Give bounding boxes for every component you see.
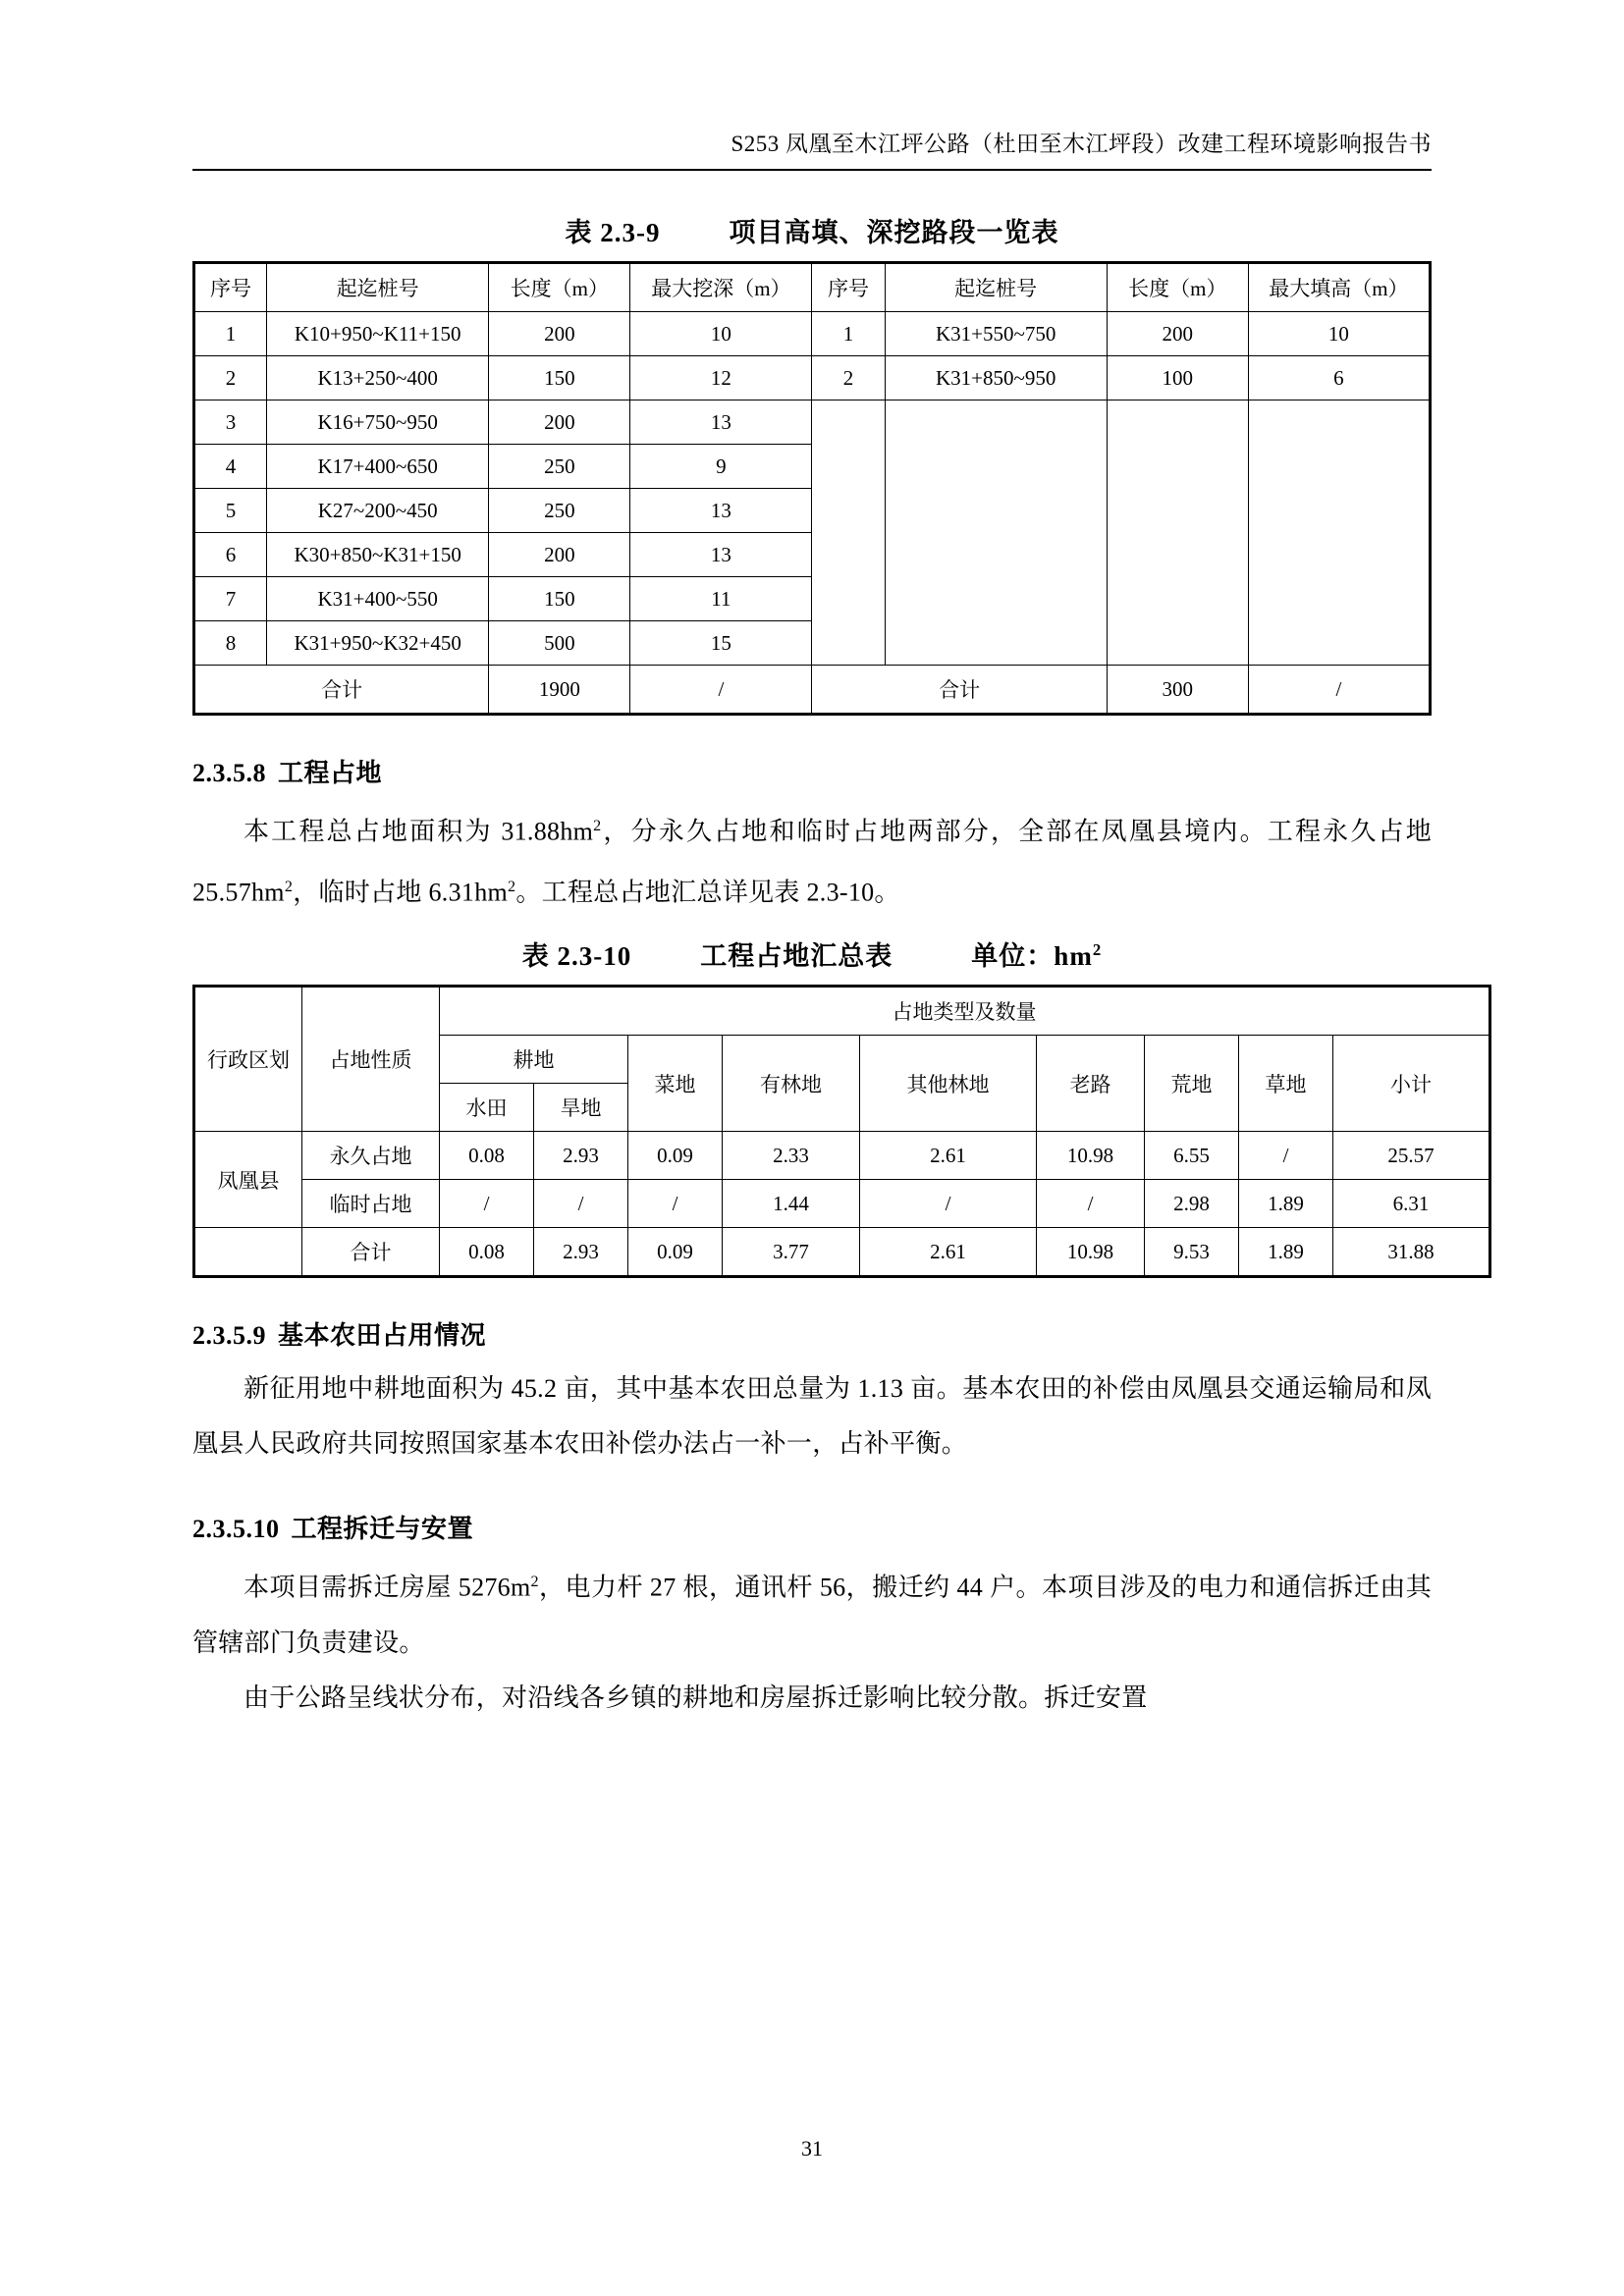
- cell: 200: [489, 312, 630, 356]
- total-height-right: /: [1248, 666, 1430, 715]
- column-header-nature: 占地性质: [302, 987, 440, 1132]
- table-row: [194, 1132, 1490, 1180]
- paragraph-2-3-5-9: 新征用地中耕地面积为 45.2 亩，其中基本农田总量为 1.13 亩。基本农田的补偿由凤凰县交通运输局和凤凰县人民政府共同按照国家基本农田补偿办法占一补一，占补平衡。: [192, 1374, 1432, 1459]
- cell: 2.98: [1145, 1180, 1239, 1228]
- section-title: 工程占地: [278, 759, 383, 787]
- page-number: 31: [801, 2136, 823, 2161]
- column-header-group: 占地类型及数量: [440, 987, 1490, 1036]
- column-header-other-forest: 其他林地: [860, 1036, 1037, 1132]
- column-header: 最大填高（m）: [1248, 263, 1430, 312]
- column-header-subtotal: 小计: [1333, 1036, 1490, 1132]
- paragraph-part: ，电力杆 27 根，通讯杆 56，搬迁约 44 户。本项目涉及的电力和通信拆迁由其管辖部门负责建设。: [192, 1573, 1432, 1657]
- superscript: 2: [1092, 940, 1103, 960]
- cell: /: [440, 1180, 534, 1228]
- paragraph-part: ，分永久占地和临时占地两部分，全部在凤凰县境内。工程永久占地 25.57hm: [192, 817, 1432, 907]
- column-header: 长度（m）: [489, 263, 630, 312]
- cell: 6: [1248, 356, 1430, 400]
- superscript: 2: [284, 878, 294, 895]
- cell: 2.61: [860, 1132, 1037, 1180]
- cell-empty: [1248, 400, 1430, 666]
- page-header: S253 凤凰至木江坪公路（杜田至木江坪段）改建工程环境影响报告书: [731, 132, 1432, 156]
- page-content: [192, 196, 1435, 1726]
- table-row: [194, 1180, 1490, 1228]
- cell: 10: [630, 312, 812, 356]
- cell-empty: [1107, 400, 1248, 666]
- cell: 6.31: [1333, 1180, 1490, 1228]
- cell: 1: [812, 312, 885, 356]
- cell: /: [860, 1180, 1037, 1228]
- column-header-forest: 有林地: [723, 1036, 860, 1132]
- cell: 100: [1107, 356, 1248, 400]
- cell: K31+400~550: [267, 577, 489, 621]
- total-length-right: 300: [1107, 666, 1248, 715]
- cell: 2: [194, 356, 267, 400]
- table-row: [194, 400, 1431, 445]
- table-2-3-9: [192, 261, 1432, 716]
- cell: 3: [194, 400, 267, 445]
- cell: 2.33: [723, 1132, 860, 1180]
- cell: 200: [1107, 312, 1248, 356]
- cell-nature-total: 合计: [302, 1228, 440, 1277]
- cell-nature: 永久占地: [302, 1132, 440, 1180]
- cell: /: [1239, 1132, 1333, 1180]
- column-header: 起迄桩号: [267, 263, 489, 312]
- unit-label: 单位：hm: [971, 941, 1093, 972]
- table-2-3-9-caption-title: 项目高填、深挖路段一览表: [729, 218, 1059, 247]
- cell: 200: [489, 400, 630, 445]
- section-number: 2.3.5.10: [192, 1515, 280, 1544]
- cell: /: [1037, 1180, 1145, 1228]
- cell-empty: [194, 1228, 302, 1277]
- paragraph-part: 本工程总占地面积为 31.88hm: [244, 817, 594, 846]
- section-heading-2-3-5-9: [192, 1315, 1432, 1352]
- cell: 0.09: [628, 1132, 723, 1180]
- column-header-old-road: 老路: [1037, 1036, 1145, 1132]
- superscript: 2: [593, 818, 602, 834]
- paragraph-2-3-5-8: [192, 799, 1432, 920]
- superscript: 2: [508, 878, 516, 895]
- cell: 250: [489, 445, 630, 489]
- table-row: [194, 356, 1431, 400]
- cell: 250: [489, 489, 630, 533]
- cell: 15: [630, 621, 812, 666]
- cell: 9.53: [1145, 1228, 1239, 1277]
- total-length-left: 1900: [489, 666, 630, 715]
- column-header: 序号: [194, 263, 267, 312]
- table-2-3-9-caption-number: 表 2.3-9: [565, 218, 661, 247]
- cell: 6.55: [1145, 1132, 1239, 1180]
- section-title: 基本农田占用情况: [278, 1321, 487, 1351]
- table-header-row: [194, 987, 1490, 1036]
- cell: 8: [194, 621, 267, 666]
- table-row: [194, 312, 1431, 356]
- paragraph-part: 。工程总占地汇总详见表 2.3-10。: [515, 878, 900, 907]
- paragraph-2-3-5-10-1: [192, 1555, 1432, 1671]
- column-header: 长度（m）: [1107, 263, 1248, 312]
- cell: 0.09: [628, 1228, 723, 1277]
- cell: K27~200~450: [267, 489, 489, 533]
- column-header-grass: 草地: [1239, 1036, 1333, 1132]
- cell: K10+950~K11+150: [267, 312, 489, 356]
- cell: K31+850~950: [885, 356, 1107, 400]
- cell: K17+400~650: [267, 445, 489, 489]
- cell: 3.77: [723, 1228, 860, 1277]
- cell-nature: 临时占地: [302, 1180, 440, 1228]
- superscript: 2: [530, 1574, 539, 1591]
- cell: 500: [489, 621, 630, 666]
- cell: 1: [194, 312, 267, 356]
- cell: 11: [630, 577, 812, 621]
- cell: 2.93: [534, 1228, 628, 1277]
- cell-region: 凤凰县: [194, 1132, 302, 1228]
- cell: 10.98: [1037, 1132, 1145, 1180]
- cell: K13+250~400: [267, 356, 489, 400]
- cell: 4: [194, 445, 267, 489]
- header-divider: [192, 169, 1432, 171]
- column-header-region: 行政区划: [194, 987, 302, 1132]
- table-2-3-10: [192, 985, 1491, 1278]
- cell: /: [628, 1180, 723, 1228]
- column-header: 序号: [812, 263, 885, 312]
- cell: 2: [812, 356, 885, 400]
- paragraph-2-3-5-10-2: 由于公路呈线状分布，对沿线各乡镇的耕地和房屋拆迁影响比较分散。拆迁安置: [244, 1682, 1148, 1712]
- cell: 1.89: [1239, 1180, 1333, 1228]
- table-2-3-10-caption-number: 表 2.3-10: [521, 941, 632, 972]
- section-heading-2-3-5-8: [192, 753, 1432, 789]
- column-header: 最大挖深（m）: [630, 263, 812, 312]
- cell: 12: [630, 356, 812, 400]
- column-header-dry: 旱地: [534, 1084, 628, 1132]
- cell: 7: [194, 577, 267, 621]
- cell: 150: [489, 356, 630, 400]
- cell: K16+750~950: [267, 400, 489, 445]
- cell: 200: [489, 533, 630, 577]
- table-2-3-9-caption: [192, 211, 1432, 249]
- cell-empty: [812, 400, 885, 666]
- cell-empty: [885, 400, 1107, 666]
- cell: 9: [630, 445, 812, 489]
- cell: /: [534, 1180, 628, 1228]
- cell: 1.89: [1239, 1228, 1333, 1277]
- total-label-right: 合计: [812, 666, 1107, 715]
- cell: 2.93: [534, 1132, 628, 1180]
- cell: K31+550~750: [885, 312, 1107, 356]
- cell: 5: [194, 489, 267, 533]
- cell: 2.61: [860, 1228, 1037, 1277]
- cell: K31+950~K32+450: [267, 621, 489, 666]
- table-2-3-10-caption-title: 工程占地汇总表: [700, 941, 893, 972]
- table-total-row: [194, 1228, 1490, 1277]
- column-header: 起迄桩号: [885, 263, 1107, 312]
- column-header-wasteland: 荒地: [1145, 1036, 1239, 1132]
- paragraph-part: 本项目需拆迁房屋 5276m: [244, 1573, 531, 1602]
- paragraph-part: ，临时占地 6.31hm: [293, 878, 509, 907]
- table-2-3-10-caption: [192, 934, 1432, 973]
- cell: 13: [630, 489, 812, 533]
- column-header-farmland: 耕地: [440, 1036, 628, 1084]
- total-depth-left: /: [630, 666, 812, 715]
- column-header-vegetable: 菜地: [628, 1036, 723, 1132]
- section-title: 工程拆迁与安置: [291, 1515, 474, 1544]
- cell: 0.08: [440, 1132, 534, 1180]
- cell: 10: [1248, 312, 1430, 356]
- cell: 1.44: [723, 1180, 860, 1228]
- total-label-left: 合计: [194, 666, 489, 715]
- column-header-paddy: 水田: [440, 1084, 534, 1132]
- table-header-row: [194, 263, 1431, 312]
- cell: 10.98: [1037, 1228, 1145, 1277]
- cell: 6: [194, 533, 267, 577]
- section-heading-2-3-5-10: [192, 1509, 1432, 1545]
- section-number: 2.3.5.8: [192, 759, 266, 787]
- cell: 31.88: [1333, 1228, 1490, 1277]
- table-2-3-10-unit: [971, 934, 1102, 973]
- cell: 13: [630, 400, 812, 445]
- table-total-row: [194, 666, 1431, 715]
- section-number: 2.3.5.9: [192, 1321, 266, 1351]
- cell: 13: [630, 533, 812, 577]
- cell: 25.57: [1333, 1132, 1490, 1180]
- cell: 0.08: [440, 1228, 534, 1277]
- cell: K30+850~K31+150: [267, 533, 489, 577]
- cell: 150: [489, 577, 630, 621]
